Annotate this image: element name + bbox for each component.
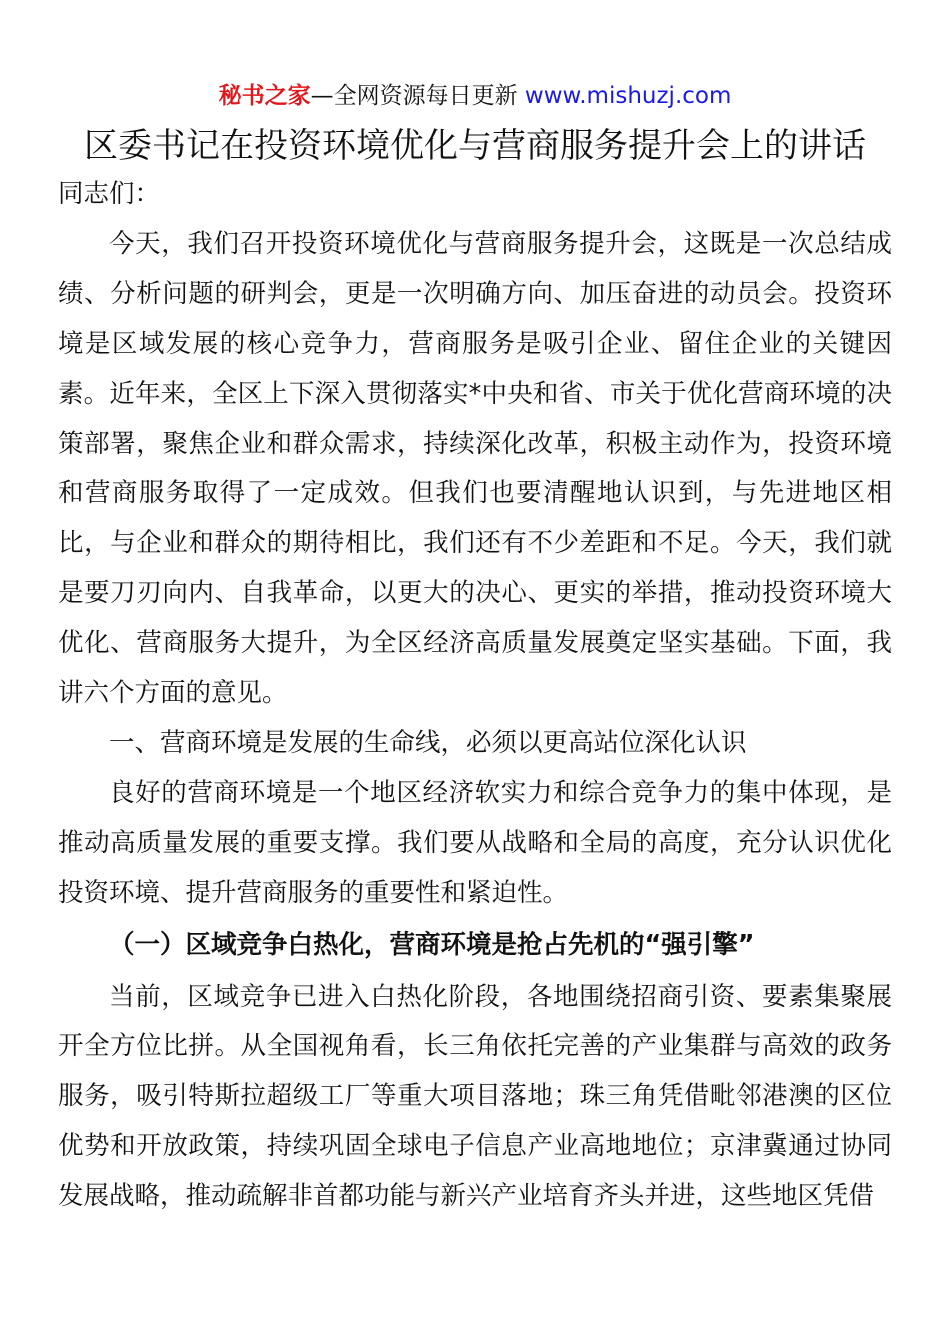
site-brand: 秘书之家 — [218, 83, 311, 109]
section-heading-1: 一、营商环境是发展的生命线，必须以更高站位深化认识 — [109, 727, 747, 758]
paragraph-section-1: 良好的营商环境是一个地区经济软实力和综合竞争力的集中体现，是推动高质量发展的重要支撑。我们要从战略和全局的高度，充分认识优化投资环境、提升营商服务的重要性和紧迫性。 — [58, 777, 892, 908]
subsection-heading-1: （一）区域竞争白热化，营商环境是抢占先机的“强引擎” — [109, 929, 755, 960]
site-url-link[interactable]: www.mishuzj.com — [524, 83, 732, 109]
document-title: 区委书记在投资环境优化与营商服务提升会上的讲话 — [84, 126, 866, 166]
document-body — [58, 170, 892, 1222]
site-tagline: —全网资源每日更新 — [310, 83, 525, 109]
salutation: 同志们： — [58, 179, 161, 209]
site-header — [0, 80, 950, 112]
paragraph-intro: 今天，我们召开投资环境优化与营商服务提升会，这既是一次总结成绩、分析问题的研判会，更是一次明确方向、加压奋进的动员会。投资环境是区域发展的核心竞争力，营商服务是吸引企业、留住企业的关键因素。近年来，全区上下深入贯彻落实*中央和省、市关于优化营商环境的决策部署，聚焦企业和群众需求，持续深化改革，积极主动作为，投资环境和营商服务取得了一定成效。但我们也要清醒地认识到，与先进地区相比，与企业和群众的期待相比，我们还有不少差距和不足。今天，我们就是要刀刃向内、自我革命，以更大的决心、更实的举措，推动投资环境大优化、营商服务大提升，为全区经济高质量发展奠定坚实基础。下面，我讲六个方面的意见。 — [58, 228, 892, 709]
paragraph-subsection-1: 当前，区域竞争已进入白热化阶段，各地围绕招商引资、要素集聚展开全方位比拼。从全国视角看，长三角依托完善的产业集群与高效的政务服务，吸引特斯拉超级工厂等重大项目落地；珠三角凭借毗邻港澳的区位优势和开放政策，持续巩固全球电子信息产业高地地位；京津冀通过协同发展战略，推动疏解非首都功能与新兴产业培育齐头并进，这些地区凭借 — [58, 981, 892, 1212]
